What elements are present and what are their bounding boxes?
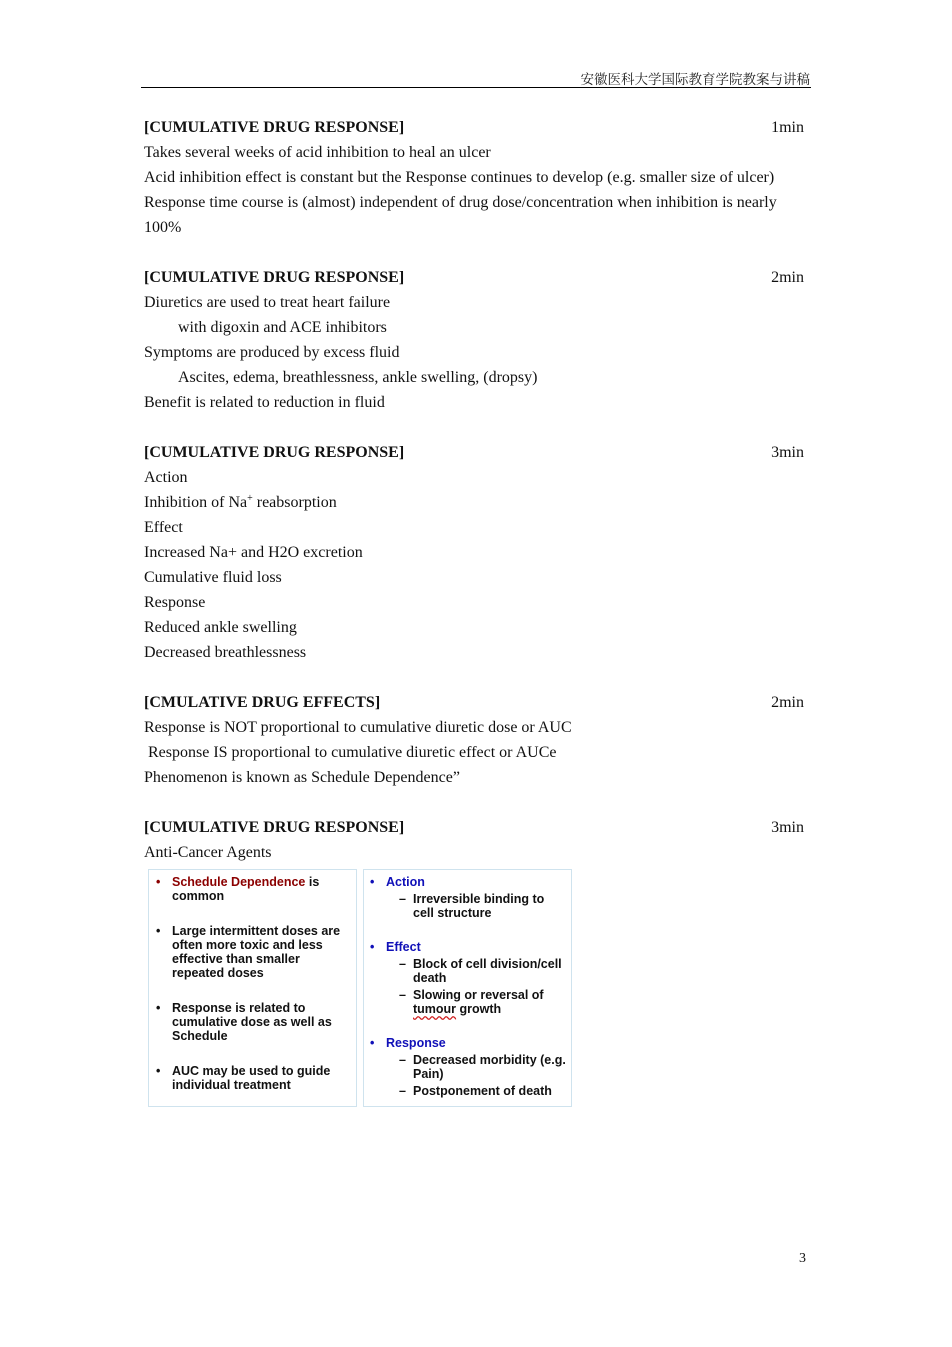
body-line: Diuretics are used to treat heart failure <box>144 294 391 311</box>
slide-bullet <box>156 924 350 980</box>
body-line: Action <box>144 469 188 486</box>
dash-icon: – <box>399 892 406 906</box>
slide-sub-bullet <box>370 988 567 1016</box>
slide-bullet <box>370 1036 567 1050</box>
section-duration: 3min <box>771 444 804 461</box>
bullet-icon: • <box>156 1064 161 1078</box>
slide-sub-text: Postponement of death <box>413 1084 552 1098</box>
bullet-icon: • <box>370 1036 375 1050</box>
slide-sub-bullet <box>370 892 567 920</box>
section-title: [CUMULATIVE DRUG RESPONSE] <box>144 819 405 836</box>
section-title: [CUMULATIVE DRUG RESPONSE] <box>144 269 405 286</box>
section-heading <box>144 815 808 840</box>
slide-bullet <box>370 875 567 889</box>
bullet-icon: • <box>370 875 375 889</box>
slide-sub-text: Slowing or reversal of <box>413 988 544 1002</box>
bullet-icon: • <box>156 924 161 938</box>
section-duration: 1min <box>771 119 804 136</box>
slide-bullet-heading: Action <box>386 875 425 889</box>
section-heading <box>144 115 808 140</box>
dash-icon: – <box>399 1053 406 1067</box>
header-rule <box>141 87 811 88</box>
slide-bullet-text: Large intermittent doses are often more toxic and less effective than smaller repeated doses <box>172 924 341 980</box>
superscript: + <box>247 493 253 504</box>
section-heading <box>144 265 808 290</box>
body-line: Decreased breathlessness <box>144 644 307 661</box>
slide-bullet-highlight: Schedule Dependence <box>172 875 306 889</box>
slide-left-panel <box>148 869 357 1107</box>
section-heading <box>144 690 808 715</box>
slide-sub-text-misspelled: tumour <box>413 1002 457 1016</box>
slide-bullet-text: AUC may be used to guide individual treatment <box>172 1064 331 1092</box>
slide-bullet <box>156 875 350 903</box>
body-line: Benefit is related to reduction in fluid <box>144 394 385 411</box>
section-title: [CMULATIVE DRUG EFFECTS] <box>144 694 381 711</box>
body-line <box>144 490 808 515</box>
section-2 <box>144 265 808 415</box>
body-line: Response time course is (almost) independent of drug dose/concentration when inhibition is nearly 100% <box>144 194 777 236</box>
slide-bullet-text: Response is related to cumulative dose as well as Schedule <box>172 1001 332 1043</box>
body-line: Anti-Cancer Agents <box>144 844 272 861</box>
bullet-icon: • <box>156 1001 161 1015</box>
body-line: Acid inhibition effect is constant but the Response continues to develop (e.g. smaller size of ulcer) <box>144 169 775 186</box>
slide-sub-bullet <box>370 1084 567 1098</box>
body-line: Response is NOT proportional to cumulative diuretic dose or AUC <box>144 719 572 736</box>
slide-sub-text: Block of cell division/cell death <box>413 957 562 985</box>
body-line: Symptoms are produced by excess fluid <box>144 344 400 361</box>
section-duration: 2min <box>771 269 804 286</box>
section-title: [CUMULATIVE DRUG RESPONSE] <box>144 444 405 461</box>
text-run: reabsorption <box>252 494 337 511</box>
body-line: Increased Na+ and H2O excretion <box>144 544 363 561</box>
slide-sub-text: Decreased morbidity (e.g. Pain) <box>413 1053 566 1081</box>
body-line: Response IS proportional to cumulative diuretic effect or AUCe <box>144 744 557 761</box>
dash-icon: – <box>399 988 406 1002</box>
section-4 <box>144 690 808 790</box>
slide-bullet <box>156 1001 350 1043</box>
body-line: Takes several weeks of acid inhibition to heal an ulcer <box>144 144 491 161</box>
body-line: Phenomenon is known as Schedule Dependence” <box>144 769 460 786</box>
body-line: Cumulative fluid loss <box>144 569 282 586</box>
body-line: Response <box>144 594 206 611</box>
page-number: 3 <box>799 1251 806 1266</box>
section-heading <box>144 440 808 465</box>
slide-bullet <box>370 940 567 954</box>
bullet-icon: • <box>156 875 161 889</box>
body-line: Reduced ankle swelling <box>144 619 297 636</box>
section-duration: 3min <box>771 819 804 836</box>
slide-bullet <box>156 1064 350 1092</box>
slide-bullet-text: is <box>305 875 320 889</box>
section-title: [CUMULATIVE DRUG RESPONSE] <box>144 119 405 136</box>
slide-sub-bullet <box>370 957 567 985</box>
slide-bullet-heading: Effect <box>386 940 421 954</box>
dash-icon: – <box>399 957 406 971</box>
slide-sub-text: growth <box>456 1002 502 1016</box>
slide-bullet-heading: Response <box>386 1036 446 1050</box>
section-5 <box>144 815 808 865</box>
body-line-indented: Ascites, edema, breathlessness, ankle swelling, (dropsy) <box>178 369 538 386</box>
slide-right-panel <box>363 869 572 1107</box>
page-header-text: 安徽医科大学国际教育学院教案与讲稿 <box>580 72 810 88</box>
document-body <box>144 115 808 890</box>
dash-icon: – <box>399 1084 406 1098</box>
slide-sub-bullet <box>370 1053 567 1081</box>
text-run: Inhibition of Na <box>144 494 248 511</box>
slide-bullet-text: common <box>172 889 225 903</box>
body-line-indented: with digoxin and ACE inhibitors <box>178 319 387 336</box>
section-duration: 2min <box>771 694 804 711</box>
section-3 <box>144 440 808 665</box>
section-1 <box>144 115 808 240</box>
body-line: Effect <box>144 519 183 536</box>
slide-sub-text: Irreversible binding to cell structure <box>413 892 545 920</box>
bullet-icon: • <box>370 940 375 954</box>
